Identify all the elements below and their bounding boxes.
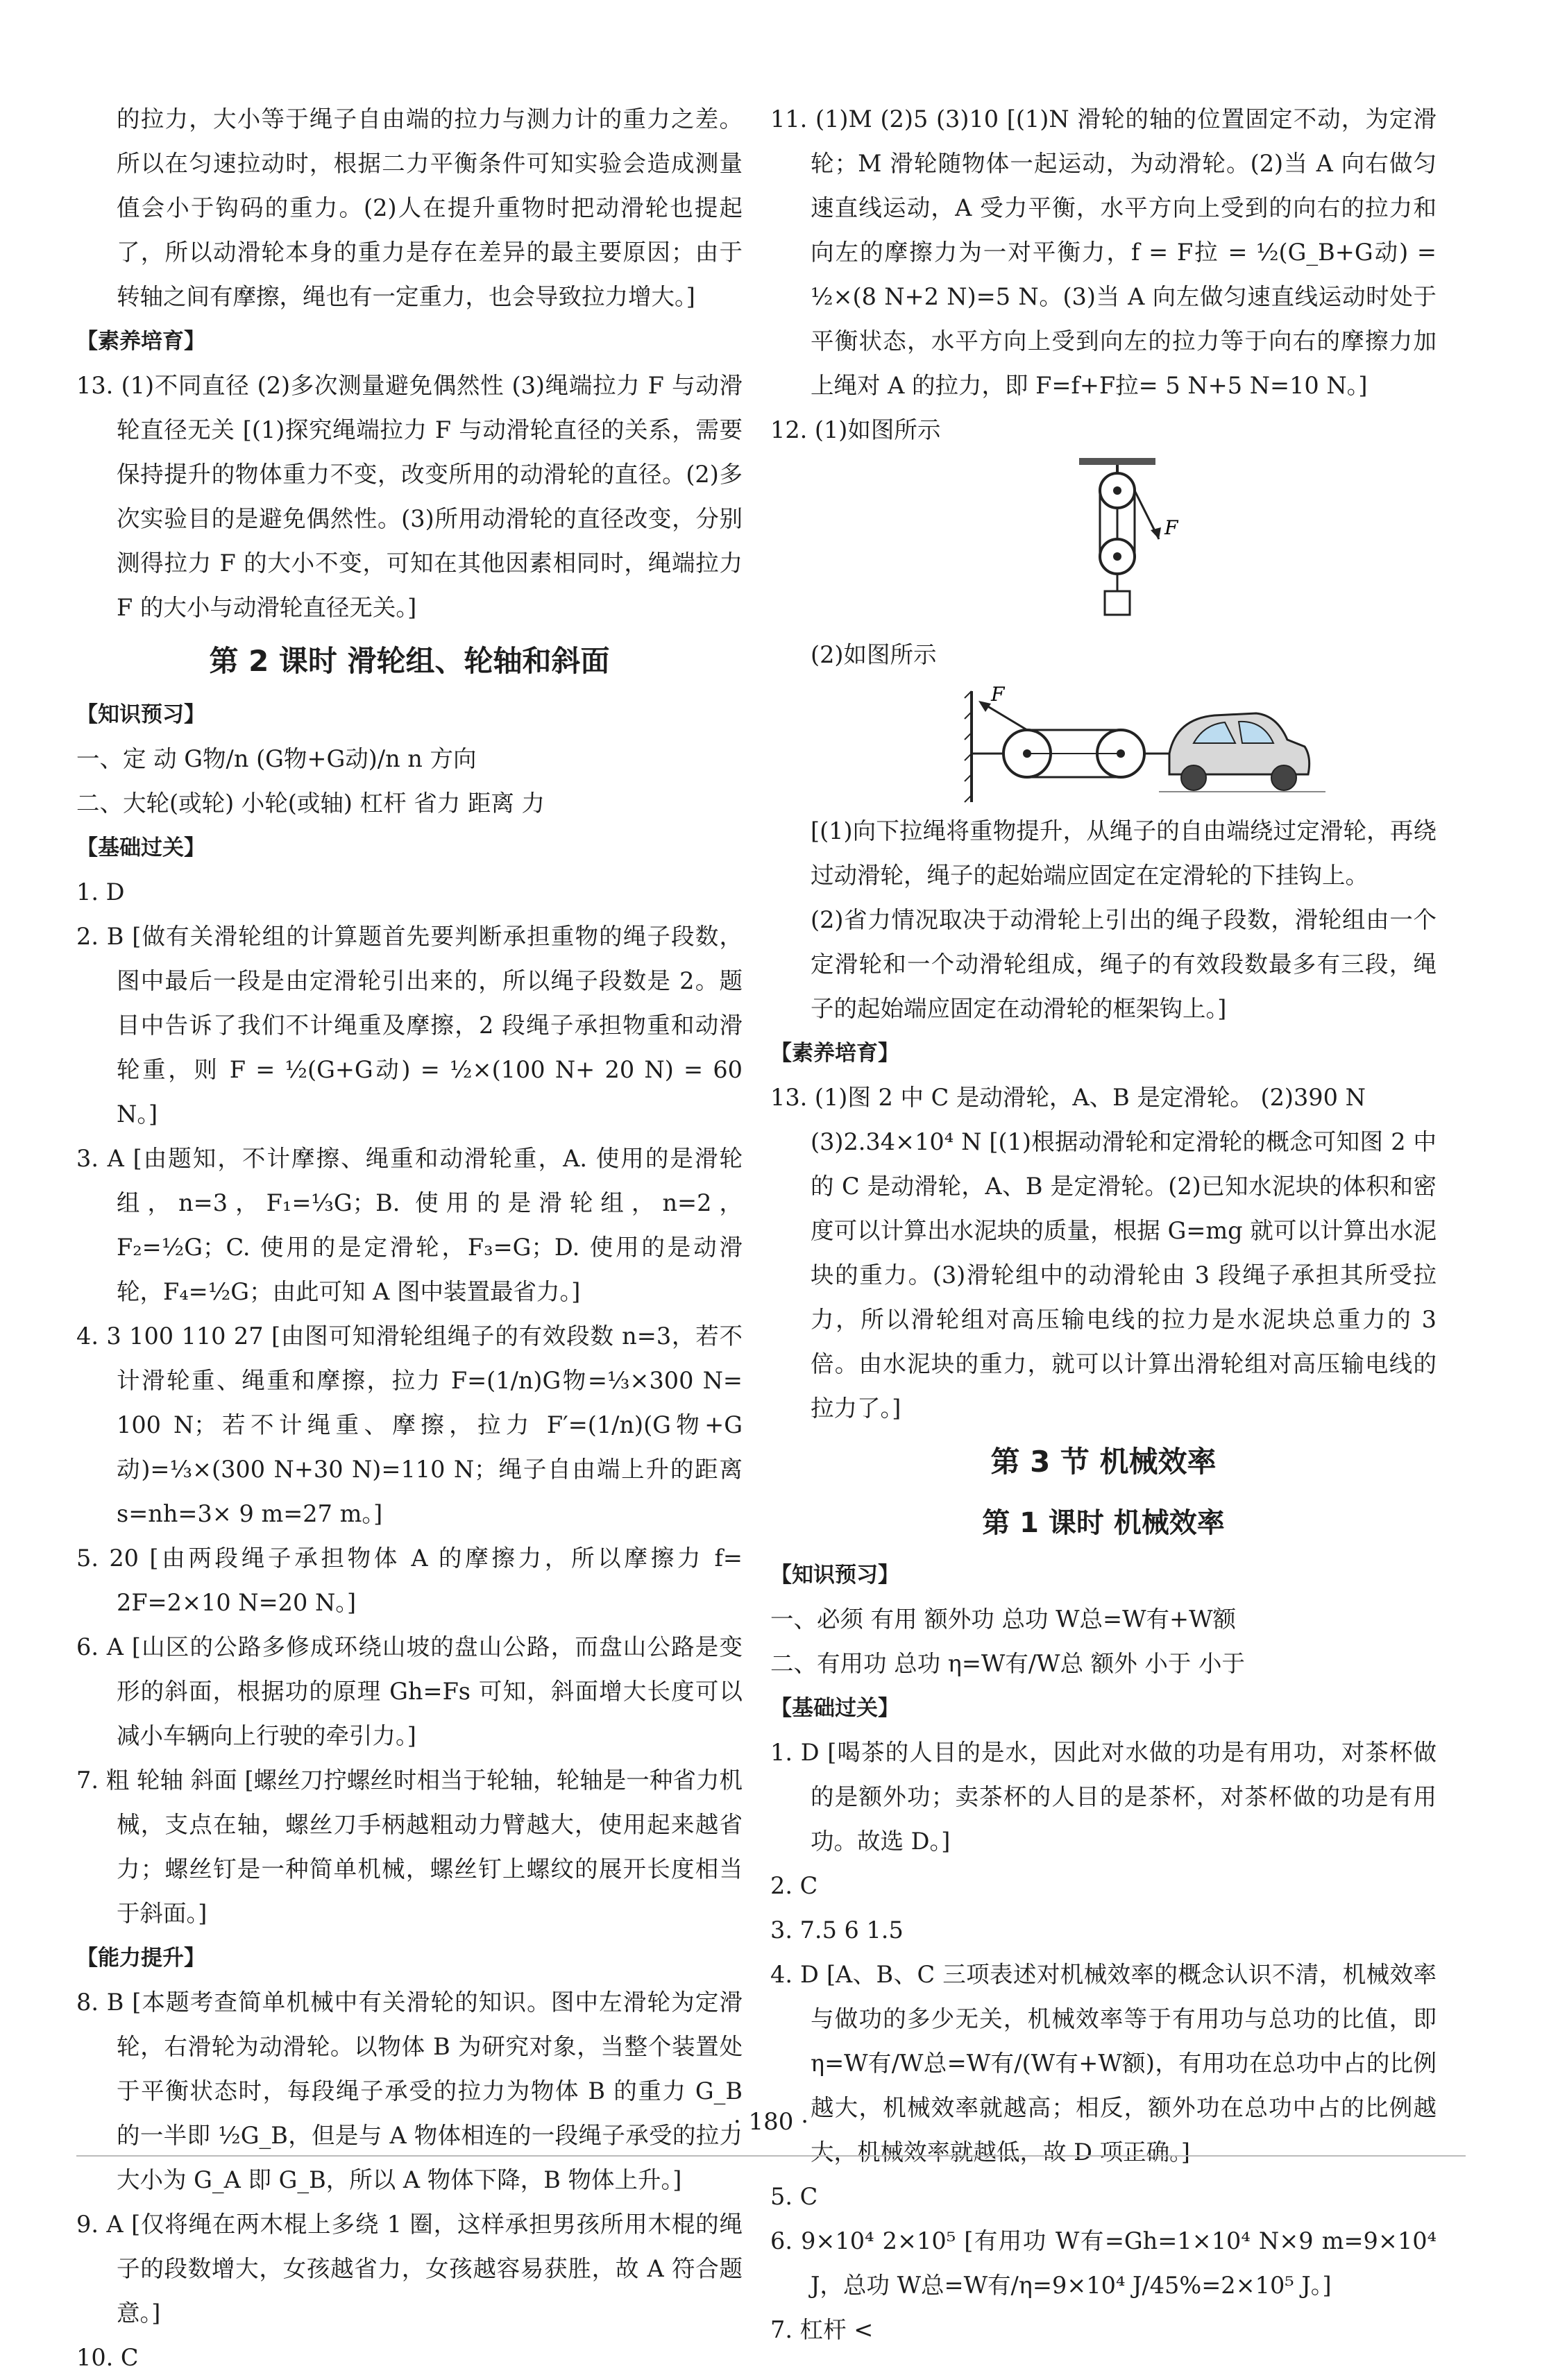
answer-item: 2. B [做有关滑轮组的计算题首先要判断承担重物的绳子段数，图中最后一段是由定滑轮引出来的，所以绳子段数是 2。题目中告诉了我们不计绳重及摩擦，2 段绳子承担物重和动滑轮重，则 F = ½(G+G动) = ½×(100 N+ 20 N) = 60 N。]: [76, 923, 743, 1128]
answer-item: 3. 7.5 6 1.5: [770, 1916, 904, 1944]
answer-item: 8. B [本题考查简单机械中有关滑轮的知识。图中左滑轮为定滑轮，右滑轮为动滑轮。以物体 B 为研究对象，当整个装置处于平衡状态时，每段绳子承受的拉力为物体 B 的重力 G_B 的一半即 ½G_B，但是与 A 物体相连的一段绳子承受的拉力大小为 G_A 即 G_B，所以 A 物体下降，B 物体上升。]: [76, 1989, 743, 2193]
pulley-figure-1: [770, 452, 1437, 633]
answer-item: 13. (1)不同直径 (2)多次测量避免偶然性 (3)绳端拉力 F 与动滑轮直径无关 [(1)探究绳端拉力 F 与动滑轮直径的关系，需要保持提升的物体重力不变，改变所用的动滑轮的直径。(2)多次实验目的是避免偶然性。(3)所用动滑轮的直径改变，分别测得拉力 F 的大小不变，可知在其他因素相同时，绳端拉力 F 的大小与动滑轮直径无关。]: [76, 372, 743, 621]
section-tag: 【基础过关】: [76, 835, 205, 860]
answer-item: 6. 9×10⁴ 2×10⁵ [有用功 W有=Gh=1×10⁴ N×9 m=9×10⁴ J，总功 W总=W有/η=9×10⁴ J/45%=2×10⁵ J。]: [770, 2227, 1437, 2299]
answer-item: 7. 杠杆 <: [770, 2316, 874, 2343]
answer-item: 一、定 动 G物/n (G物+G动)/n n 方向: [76, 745, 477, 772]
answer-item: 7. 粗 轮轴 斜面 [螺丝刀拧螺丝时相当于轮轴，轮轴是一种省力机械，支点在轴，螺丝刀手柄越粗动力臂越大，使用起来越省力；螺丝钉是一种简单机械，螺丝钉上螺纹的展开长度相当于斜面。]: [76, 1767, 743, 1927]
explanation: (2)省力情况取决于动滑轮上引出的绳子段数，滑轮组由一个定滑轮和一个动滑轮组成，绳子的有效段数最多有三段，绳子的起始端应固定在动滑轮的框架钩上。]: [811, 906, 1437, 1022]
answer-item: 4. D [A、B、C 三项表述对机械效率的概念认识不清，机械效率与做功的多少无关，机械效率等于有用功与总功的比值，即 η=W有/W总=W有/(W有+W额)，有用功在总功中占的比例越大，机械效率就越高；相反，额外功在总功中占的比例越大，机械效率就越低，故 D 项正确。]: [770, 1961, 1437, 2166]
answer-item: 二、大轮(或轮) 小轮(或轴) 杠杆 省力 距离 力: [76, 790, 545, 817]
paragraph: 的拉力，大小等于绳子自由端的拉力与测力计的重力之差。所以在匀速拉动时，根据二力平衡条件可知实验会造成测量值会小于钩码的重力。(2)人在提升重物时把动滑轮也提起了，所以动滑轮本身的重力是存在差异的最主要原因；由于转轴之间有摩擦，绳也有一定重力，也会导致拉力增大。]: [117, 105, 743, 310]
footer-rule: [76, 2155, 1466, 2157]
answer-item: 2. C: [770, 1872, 818, 1899]
explanation: [(1)向下拉绳将重物提升，从绳子的自由端绕过定滑轮，再绕过动滑轮，绳子的起始端应固定在定滑轮的下挂钩上。: [811, 817, 1437, 889]
lesson-title: 第 2 课时 滑轮组、轮轴和斜面: [209, 644, 610, 678]
page-number: · 180 ·: [733, 2108, 809, 2136]
pulley-figure-2: [770, 677, 1437, 809]
section-title: 第 3 节 机械效率: [990, 1445, 1217, 1479]
answer-item: (2)如图所示: [811, 641, 937, 668]
answer-item: 9. A [仅将绳在两木棍上多绕 1 圈，这样承担男孩所用木棍的绳子的段数增大，女孩越省力，女孩越容易获胜，故 A 符合题意。]: [76, 2211, 743, 2327]
left-column: [76, 97, 743, 2380]
force-label: F: [991, 683, 1005, 706]
section-tag: 【能力提升】: [76, 1946, 205, 1971]
answer-item: 10. C: [76, 2344, 139, 2371]
ceiling-bar: [1079, 458, 1155, 465]
answer-item: 11. (1)M (2)5 (3)10 [(1)N 滑轮的轴的位置固定不动，为定滑轮；M 滑轮随物体一起运动，为动滑轮。(2)当 A 向右做匀速直线运动，A 受力平衡，水平方向上受到的向右的拉力和向左的摩擦力为一对平衡力，f = F拉 = ½(G_B+G动) = ½×(8 N+2 N)=5 N。(3)当 A 向左做匀速直线运动时处于平衡状态，水平方向上受到向左的拉力等于向右的摩擦力加上绳对 A 的拉力，即 F=f+F拉= 5 N+5 N=10 N。]: [770, 105, 1437, 399]
section-tag: 【知识预习】: [76, 702, 205, 727]
answer-item: 12. (1)如图所示: [770, 416, 941, 443]
right-column: [770, 97, 1437, 2352]
answer-item: 13. (1)图 2 中 C 是动滑轮，A、B 是定滑轮。 (2)390 N: [770, 1084, 1366, 1111]
answer-item: 3. A [由题知，不计摩擦、绳重和动滑轮重，A. 使用的是滑轮组，n=3，F₁=⅓G；B. 使用的是滑轮组，n=2，F₂=½G；C. 使用的是定滑轮，F₃=G；D. 使用的是动滑轮，F₄=½G；由此可知 A 图中装置最省力。]: [76, 1145, 743, 1305]
section-tag: 【知识预习】: [770, 1563, 899, 1588]
answer-item: 6. A [山区的公路多修成环绕山坡的盘山公路，而盘山公路是变形的斜面，根据功的原理 Gh=Fs 可知，斜面增大长度可以减小车辆向上行驶的牵引力。]: [76, 1633, 743, 1749]
answer-item: 1. D: [76, 878, 125, 906]
answer-item: 4. 3 100 110 27 [由图可知滑轮组绳子的有效段数 n=3，若不计滑轮重、绳重和摩擦，拉力 F=(1/n)G物=⅓×300 N= 100 N；若不计绳重、摩擦，拉力 F′=(1/n)(G物+G动)=⅓×(300 N+30 N)=110 N；绳子自由端上升的距离 s=nh=3× 9 m=27 m。]: [76, 1323, 743, 1527]
answer-item: 二、有用功 总功 η=W有/W总 额外 小于 小于: [770, 1650, 1246, 1677]
answer-item: 1. D [喝茶的人目的是水，因此对水做的功是有用功，对茶杯做的是额外功；卖茶杯的人目的是茶杯，对茶杯做的功是有用功。故选 D。]: [770, 1739, 1437, 1855]
lesson-title: 第 1 课时 机械效率: [982, 1507, 1225, 1539]
answer-item: 5. 20 [由两段绳子承担物体 A 的摩擦力，所以摩擦力 f= 2F=2×10 N=20 N。]: [76, 1545, 743, 1616]
section-tag: 【素养培育】: [76, 329, 205, 354]
section-tag: 【素养培育】: [770, 1041, 899, 1066]
answer-item: 一、必须 有用 额外功 总功 W总=W有+W额: [770, 1606, 1237, 1633]
answer-item: 5. C: [770, 2183, 818, 2210]
pull-arrow: [985, 705, 1027, 730]
section-tag: 【基础过关】: [770, 1696, 899, 1721]
weight-block: [1105, 591, 1130, 615]
force-label: F: [1164, 516, 1178, 539]
answer-item: (3)2.34×10⁴ N [(1)根据动滑轮和定滑轮的概念可知图 2 中的 C 是动滑轮，A、B 是定滑轮。(2)已知水泥块的体积和密度可以计算出水泥块的质量，根据 G=mg 就可以计算出水泥块的重力。(3)滑轮组中的动滑轮由 3 段绳子承担其所受拉力，所以滑轮组对高压输电线的拉力是水泥块总重力的 3 倍。由水泥块的重力，就可以计算出滑轮组对高压输电线的拉力了。]: [811, 1128, 1437, 1422]
